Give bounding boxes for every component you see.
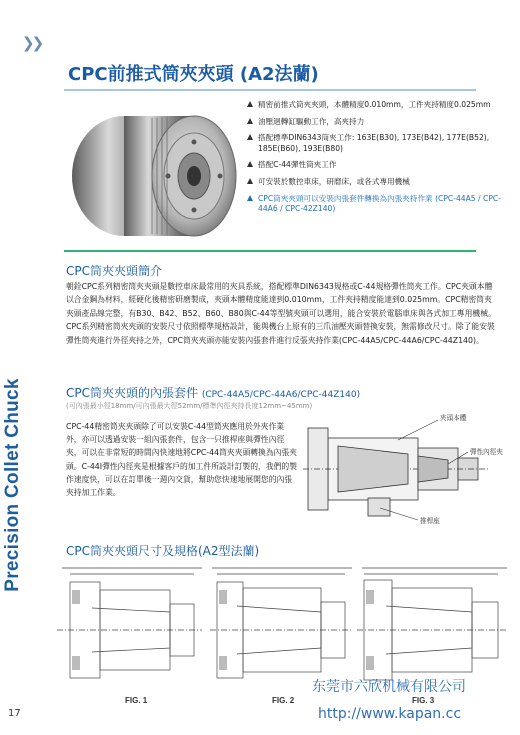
triangle-bullet-icon (247, 178, 253, 184)
company-name: 东莞市六欣机械有限公司 (312, 679, 466, 695)
callout-inner-collet: 彈性內徑夾 (470, 448, 503, 456)
title-underline (64, 89, 476, 91)
callout-chuck-body: 夾頭本體 (440, 414, 467, 422)
intro-paragraph: 朝銓CPC系列精密筒夾夾頭是數控車床最常用的夾具系統，搭配標準DIN6343規格或C-44規格彈性筒夾工作。CPC夾頭本體以合金鋼為材料，經硬化後精密研磨製成，夾頭本體精度能達到0.010mm，工件夾持精度能達到0.025mm。CPC精密筒夾夾頭產品線完整，有B30、B42、B52、B60、B80與C-44等型號夾頭可以選用，能合安裝於電腦車床與各式加工專用機械。CPC系列精密筒夾夾頭的安裝尺寸依照標準規格設計，能與機台上原有的三爪油壓夾頭替換安裝，無需修改尺寸。除了能安裝彈性筒夾進行外徑夾持之外，CPC筒夾夾頭亦能安裝內張套件進行反張夾持作業(CPC-44A5/CPC-44A6/CPC-44Z140)。 (66, 282, 496, 345)
section-title-intro: CPC筒夾夾頭簡介 (66, 264, 162, 278)
section-title-models: (CPC-44A5/CPC-44A6/CPC-44Z140) (201, 390, 361, 400)
triangle-bullet-icon (247, 134, 253, 140)
page-number: 17 (8, 708, 21, 719)
website-link[interactable]: http://www.kapan.cc (318, 706, 462, 722)
triangle-bullet-icon (247, 195, 253, 201)
feature-item-accent: CPC筒夾夾頭可以安裝內張套件轉換為內張夾持作業 (CPC-44A5 / CPC-44A6 / CPC-42Z140) (246, 194, 506, 215)
section-title-main: CPC筒夾夾頭的內張套件 (66, 386, 198, 400)
expanding-kit-cross-section (298, 408, 510, 530)
expanding-kit-paragraph: CPC-44精密筒夾夾頭除了可以安裝C-44型筒夾應用於外夾作業外，亦可以透過安裝一組內張套件，包含一只推桿座與彈性內徑夾，可以在非常短的時間內快速地將CPC-44筒夾夾頭轉換為內張夾頭。C-44I彈性內徑夾是根據客戶的加工件所設計訂製的，我們的製作速度快，可以在訂單後一週內交貨，幫助您快速地展開您的內張夾持加工作業。 (66, 422, 298, 498)
side-title: Precision Collet Chuck (2, 378, 23, 592)
figure-label-1: FIG. 1 (125, 696, 148, 705)
feature-list (246, 100, 506, 221)
callout-pusher-seat: 推桿座 (420, 517, 440, 525)
expanding-range-note: (可內張最小徑18mm/可內張最大徑52mm/標準內徑夾持長度12mm~45mm) (66, 402, 313, 410)
triangle-bullet-icon (247, 161, 253, 167)
figure-label-3: FIG. 3 (412, 696, 435, 705)
section-title-dimensions: CPC筒夾夾頭尺寸及規格(A2型法蘭) (66, 544, 260, 558)
figure-label-2: FIG. 2 (272, 696, 295, 705)
section-title-expanding-kit (66, 384, 360, 401)
triangle-bullet-icon (247, 118, 253, 124)
feature-item: 精密前推式筒夾夾頭，本體精度0.010mm，工件夾持精度0.025mm (246, 100, 506, 111)
triangle-bullet-icon (247, 101, 253, 107)
feature-item: 搭配C-44彈性筒夾工作 (246, 160, 506, 171)
section-divider (64, 250, 476, 252)
collet-chuck-photo (62, 98, 240, 248)
feature-item: 油壓迴轉缸驅動工作，高夾持力 (246, 117, 506, 128)
feature-item: 可安裝於數控車床，研磨床，或各式專用機械 (246, 177, 506, 188)
page-title: CPC前推式筒夾夾頭 (A2法蘭) (68, 64, 319, 85)
feature-item: 搭配標準DIN6343筒夾工作: 163E(B30), 173E(B42), 177E(B52), 185E(B60), 193E(B80) (246, 133, 506, 154)
chevron-double-icon: ❯❯ (22, 34, 42, 52)
